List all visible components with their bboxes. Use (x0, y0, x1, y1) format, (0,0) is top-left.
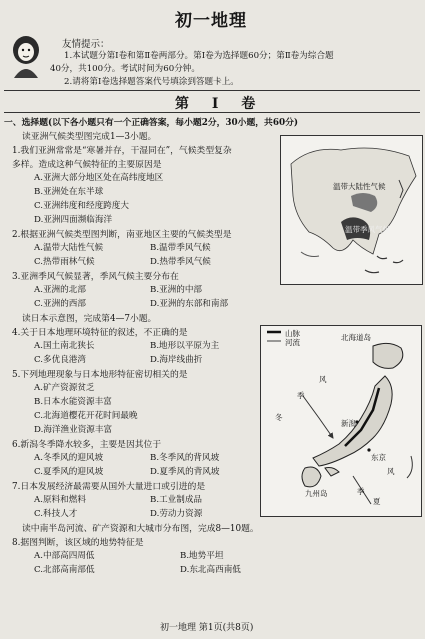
question-stem: 多样。造成这种气候特征的主要原因是 (12, 160, 162, 170)
notice-line: 40分，共100分。考试时间为60分钟。 (50, 64, 200, 74)
answer-option: B.工业制成品 (150, 495, 203, 505)
question-stem: 5.下列地理现象与日本地形特征密切相关的是 (12, 370, 188, 380)
answer-option: C.多优良港湾 (34, 355, 86, 365)
instruction: 读中南半岛河流、矿产资源和大城市分布图，完成8—10题。 (22, 524, 259, 534)
question-stem: 6.新潟冬季降水较多，主要是因其位于 (12, 440, 162, 450)
notice-line: 2.请将第Ⅰ卷选择题答案代号填涂到答题卡上。 (64, 77, 239, 87)
question-stem: 1.我们亚洲常常是“寒暑并存，干湿同在”，气候类型复杂 (12, 146, 232, 156)
question-stem: 4.关于日本地理环境特征的叙述，不正确的是 (12, 328, 188, 338)
section-title: 第 Ⅰ 卷 (175, 96, 265, 112)
legend-mountain: 山脉 (285, 329, 300, 338)
answer-option: C.热带雨林气候 (34, 257, 95, 267)
answer-option: A.亚洲的北部 (34, 285, 86, 295)
answer-option: C.北部高南部低 (34, 565, 95, 575)
answer-option: B.冬季风的背风坡 (150, 453, 220, 463)
instruction: 读日本示意图，完成第4—7小题。 (22, 314, 157, 324)
answer-option: D.亚洲四面濒临海洋 (34, 215, 113, 225)
answer-option: D.东北高西南低 (180, 565, 241, 575)
answer-option: A.中部高四周低 (34, 551, 95, 561)
legend-river: 河流 (285, 338, 300, 347)
map-label: 九州岛 (305, 489, 328, 498)
question-stem: 2.根据亚洲气候类型图判断，南亚地区主要的气候类型是 (12, 230, 232, 240)
answer-option: A.温带大陆性气候 (34, 243, 104, 253)
divider (4, 112, 420, 113)
answer-option: A.原料和燃料 (34, 495, 86, 505)
answer-option: D.热带季风气候 (150, 257, 211, 267)
map-label: 风 (387, 467, 395, 476)
map-label: 温带季风气候 (345, 225, 390, 234)
notice-line: 1.本试题分第Ⅰ卷和第Ⅱ卷两部分。第Ⅰ卷为选择题60分；第Ⅱ卷为综合题 (64, 51, 334, 61)
map-label: 新潟 (341, 419, 356, 428)
map-label: 季 (297, 391, 305, 400)
answer-option: D.夏季风的背风坡 (150, 467, 220, 477)
answer-option: D.海洋渔业资源丰富 (34, 425, 113, 435)
asia-map-drawing (281, 136, 422, 284)
question-stem: 8.据图判断，该区域的地势特征是 (12, 538, 144, 548)
part-heading: 一、选择题(以下各小题只有一个正确答案，每小题2分，30小题，共60分) (4, 118, 299, 128)
map-label: 夏 (373, 497, 381, 506)
answer-option: A.矿产资源贫乏 (34, 383, 95, 393)
answer-option: C.北海道樱花开花时间最晚 (34, 411, 138, 421)
answer-option: A.亚洲大部分地区处在高纬度地区 (34, 173, 164, 183)
page-footer: 初一地理 第1页(共8页) (160, 623, 254, 633)
answer-option: C.亚洲纬度和经度跨度大 (34, 201, 129, 211)
answer-option: A.冬季风的迎风坡 (34, 453, 104, 463)
answer-option: B.地形以平原为主 (150, 341, 220, 351)
cartoon-avatar (4, 32, 48, 80)
map-label: 冬 (275, 413, 283, 422)
instruction: 读亚洲气候类型图完成1—3小题。 (22, 132, 157, 142)
question-stem: 7.日本发展经济最需要从国外大量进口或引进的是 (12, 482, 206, 492)
map-label: 东京 (371, 453, 386, 462)
page-title: 初一地理 (175, 11, 247, 31)
map-label: 温带大陆性气候 (333, 182, 386, 191)
notice-heading: 友情提示： (62, 39, 110, 50)
answer-option: D.亚洲的东部和南部 (150, 299, 229, 309)
answer-option: B.地势平坦 (180, 551, 224, 561)
answer-option: D.劳动力资源 (150, 509, 203, 519)
japan-map (260, 325, 422, 517)
map-label: 北海道岛 (341, 333, 371, 342)
answer-option: B.亚洲处在东半球 (34, 187, 104, 197)
answer-option: C.科技人才 (34, 509, 78, 519)
answer-option: D.海岸线曲折 (150, 355, 203, 365)
answer-option: B.亚洲的中部 (150, 285, 203, 295)
answer-option: B.日本水能资源丰富 (34, 397, 112, 407)
divider (4, 90, 420, 91)
answer-option: C.亚洲的西部 (34, 299, 86, 309)
answer-option: A.国土南北狭长 (34, 341, 95, 351)
answer-option: C.夏季风的迎风坡 (34, 467, 104, 477)
map-label: 季 (357, 487, 365, 496)
answer-option: B.温带季风气候 (150, 243, 211, 253)
map-label: 风 (319, 375, 327, 384)
question-stem: 3.亚洲季风气候显著，季风气候主要分布在 (12, 272, 179, 282)
asia-climate-map (280, 135, 423, 285)
